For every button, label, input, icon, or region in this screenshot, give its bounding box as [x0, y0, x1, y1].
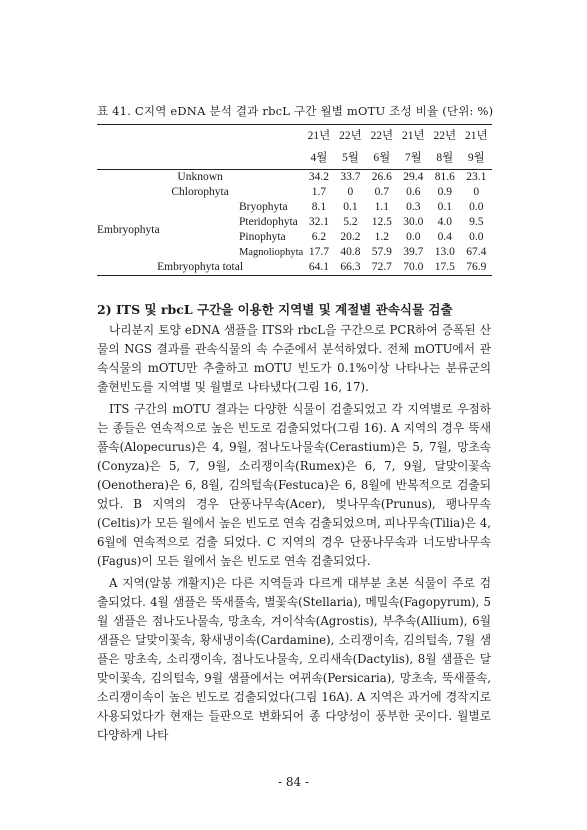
cell: 0.4: [437, 231, 452, 243]
cell: 0.0: [469, 231, 484, 243]
header-year: 21년: [461, 125, 492, 148]
cell: 33.7: [335, 170, 366, 186]
header-year: 21년: [303, 125, 334, 148]
header-year: 22년: [366, 125, 397, 148]
cell: 1.7: [311, 186, 327, 198]
cell: 0: [473, 186, 480, 198]
cell: 0.3: [406, 201, 421, 213]
cell: 0.9: [437, 186, 452, 198]
header-month: 7월: [404, 152, 422, 164]
cell: 0.0: [406, 231, 421, 243]
body-text: [97, 321, 491, 748]
cell: 4.0: [437, 216, 452, 228]
cell: 34.2: [303, 170, 334, 186]
cell: 17.7: [308, 246, 329, 258]
cell: 0.1: [343, 201, 358, 213]
header-year: 21년: [398, 125, 429, 148]
header-month: 6월: [373, 152, 391, 164]
cell: 0: [347, 186, 354, 198]
table-caption: 표 41. C지역 eDNA 분석 결과 rbcL 구간 월별 mOTU 조성 비율 (단위: %): [97, 104, 494, 118]
header-blank: [97, 125, 235, 148]
cell: 57.9: [371, 246, 392, 258]
cell: 30.0: [403, 216, 424, 228]
header-month: 9월: [467, 152, 485, 164]
row-sublabel: Bryophyta: [239, 201, 288, 213]
cell: 1.1: [374, 201, 390, 213]
cell: 13.0: [434, 246, 455, 258]
page-number: - 84 -: [277, 775, 309, 789]
row-sublabel: Pteridophyta: [239, 216, 298, 228]
table-row: [97, 260, 492, 276]
header-blank: [235, 147, 303, 170]
cell: 0.0: [469, 201, 484, 213]
cell: 23.1: [461, 170, 492, 186]
cell: 72.7: [366, 260, 397, 276]
cell: 8.1: [311, 201, 327, 213]
cell: 6.2: [311, 231, 327, 243]
cell: 20.2: [340, 231, 361, 243]
cell: 29.4: [398, 170, 429, 186]
paragraph: ITS 구간의 mOTU 결과는 다양한 식물이 검출되었고 각 지역별로 우점하는 종들은 연속적으로 높은 빈도로 검출되었다(그림 16). A 지역의 경우 뚝새풀속(Alopecurus)은 4, 9월, 점나도나물속(Cerastium)은 5, 7월, 망초속(Conyza)은 5, 7, 9월, 소리쟁이속(Rumex)은 6, 7, 9월, 달맞이꽃속(Oenothera)은 6, 8월, 김의털속(Festuca)은 6, 8월에 반복적으로 검출되었다. B 지역의 경우 단풍나무속(Acer), 벚나무속(Prunus), 팽나무속(Celtis)가 모든 월에서 높은 빈도로 연속 검출되었으며, 피나무속(Tilia)은 4, 6월에 연속적으로 검출 되었다. C 지역의 경우 단풍나무속과 너도밤나무속(Fagus)이 모든 월에서 높은 빈도로 연속 검출되었다.: [97, 402, 491, 568]
header-month: 8월: [436, 152, 454, 164]
header-month: 4월: [310, 152, 328, 164]
paragraph: A 지역(알봉 개활지)은 다른 지역들과 다르게 대부분 초본 식물이 주로 검출되었다. 4월 샘플은 뚝새풀속, 별꽃속(Stellaria), 메밀속(Fagopyrum), 5월 샘플은 점나도나물속, 망초속, 겨이삭속(Agrostis), 부추속(Allium), 6월 샘플은 달맞이꽃속, 황새냉이속(Cardamine), 소리쟁이속, 김의털속, 7월 샘플은 망초속, 소리쟁이속, 점나도나물속, 오리새속(Dactylis), 8월 샘플은 달맞이꽃속, 김의털속, 9월 샘플에서는 여뀌속(Persicaria), 망초속, 뚝새풀속, 소리쟁이속이 높은 빈도로 검출되었다(그림 16A). A 지역은 과거에 경작지로 사용되었다가 현재는 들판으로 변화되어 종 다양성이 풍부한 곳이다. 월별로 다양하게 나타: [97, 576, 491, 742]
cell: 0.7: [374, 186, 390, 198]
section-title: 2) ITS 및 rbcL 구간을 이용한 지역별 및 계절별 관속식물 검출: [97, 302, 453, 317]
header-blank: [97, 147, 235, 170]
table-row: [97, 185, 492, 200]
cell: 76.9: [461, 260, 492, 276]
row-sublabel: Magnoliophyta: [239, 247, 304, 258]
cell: 32.1: [308, 216, 329, 228]
cell: 9.5: [469, 216, 484, 228]
table-header-months: [97, 147, 492, 170]
table-header-years: [97, 125, 492, 148]
header-year: 22년: [429, 125, 460, 148]
cell: 67.4: [466, 246, 487, 258]
cell: 40.8: [340, 246, 361, 258]
table-row: [97, 200, 492, 215]
cell: 17.5: [429, 260, 460, 276]
header-blank: [235, 125, 303, 148]
row-group-label: Embryophyta: [97, 223, 160, 236]
row-label: Unknown: [97, 170, 303, 186]
row-sublabel: Pinophyta: [239, 231, 286, 243]
cell: 12.5: [371, 216, 392, 228]
cell: 64.1: [303, 260, 334, 276]
mOTU-composition-table: [97, 124, 492, 276]
cell: 5.2: [343, 216, 358, 228]
cell: 0.1: [437, 201, 452, 213]
cell: 70.0: [398, 260, 429, 276]
cell: 1.2: [374, 231, 390, 243]
cell: 81.6: [429, 170, 460, 186]
row-label: Chlorophyta: [171, 186, 229, 198]
cell: 39.7: [403, 246, 424, 258]
header-month: 5월: [341, 152, 359, 164]
row-label: Embryophyta total: [97, 260, 303, 276]
cell: 26.6: [366, 170, 397, 186]
paragraph: 나리분지 토양 eDNA 샘플을 ITS와 rbcL을 구간으로 PCR하여 증폭된 산물의 NGS 결과를 관속식물의 속 수준에서 분석하였다. 전체 mOTU에서 관속식물의 mOTU만 추출하고 mOTU 빈도가 0.1%이상 나타나는 분류군의 출현빈도를 지역별 및 월별로 나타냈다(그림 16, 17).: [97, 323, 491, 394]
cell: 66.3: [335, 260, 366, 276]
cell: 0.6: [406, 186, 421, 198]
table-row: [97, 170, 492, 186]
header-year: 22년: [335, 125, 366, 148]
